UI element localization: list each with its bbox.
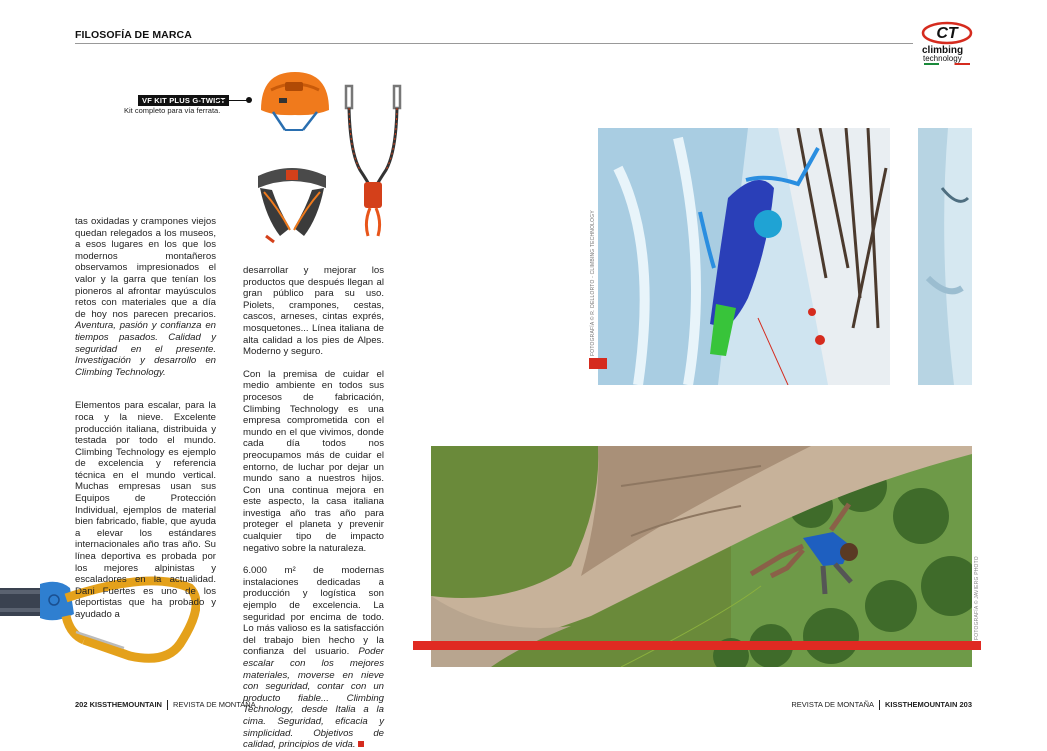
text-column-1 — [75, 216, 216, 621]
logo-line2: technology — [923, 54, 962, 63]
photo1-credit: FOTOGRAFÍA © R. DELLORTO - CLIMBING TECHNOLOGY — [590, 210, 596, 356]
logo-line1: climbing — [922, 45, 964, 56]
via-ferrata-lanyard-image — [338, 82, 410, 240]
col2-paragraph-1: desarrollar y mejorar los productos que después llegan al gran público para su uso. Piolets, crampones, cestas, cascos, arneses, cintas exprés, mosquetones... Línea italiana de alta calidad a los pies de Alpes. Moderno y seguro. — [243, 265, 384, 358]
product-name-label: VF KIT PLUS G-TWIST — [138, 95, 229, 106]
left-brand: KISSTHEMOUNTAIN — [89, 700, 162, 709]
italian-flag-stripe — [924, 63, 970, 65]
col1-paragraph-2: Elementos para escalar, para la roca y la nieve. Excelente producción italiana, distribuida y testada por todo el mundo. Climbing Technology es ejemplo de excelencia y referencia técnica en el mundo vertical. Muchas empresas usan sus Equipos de Protección Individual, ejemplos de material bien fabricado, fiable, que ayuda a elevar los estándares internacionales año tras año. Su línea deportiva es probada por los mejores alpinistas y escaladores en la actualidad. Dani Fuertes es uno de los deportistas que ha probado y ayudado a — [75, 400, 216, 620]
label-leader-line — [215, 100, 247, 101]
brand-logo — [918, 20, 976, 66]
col2-paragraph-3: 6.000 m² de modernas instalaciones dedicadas a producción y logística son ejemplo de excelencia. La seguridad por encima de todo. Lo más valioso es la satisfacción del trabajo bien hecho y la confianza del usuario. Poder escalar con los mejores materiales, moverse en nieve con seguridad, contar con un producto fiable... Climbing Technology, desde Italia a la cima. Seguridad, eficacia y simplicidad. Objetivos de calidad, principios de vida. — [243, 565, 384, 751]
ct-logo-mark-icon — [918, 20, 976, 46]
red-accent-bar — [413, 641, 981, 650]
col1-intro: tas oxidadas y crampones viejos quedan relegados a los museos, a esos lugares en los que los modernos montañeros observamos impresionados el valor y la garra que tenían los pioneros al afrontar mayúsculos retos con materiales que a día de hoy nos parecen precarios. Aventura, pasión y confianza en tiempos pasados. Calidad y seguridad en el presente. Investigación y desarrollo en Climbing Technology. — [75, 216, 216, 378]
footer-left — [75, 700, 256, 710]
footer-right — [791, 700, 972, 710]
ice-climbing-photo — [598, 128, 890, 385]
footer-separator — [879, 700, 880, 710]
header-rule — [75, 43, 913, 44]
left-section: REVISTA DE MONTAÑA — [172, 700, 256, 709]
harness-image — [256, 158, 328, 244]
col2-paragraph-2: Con la premisa de cuidar el medio ambiente en todos sus procesos de fabricación, Climbing Technology es una empresa comprometida con el mundo en el que vivimos, donde cada día todos nos preocupamos más de cuidar el entorno, de luchar por dejar un mundo sano a nuestros hijos. Con una continua mejora en este aspecto, la casa italiana investiga año tras año para proteger el planeta y prevenir cualquier tipo de impacto negativo sobre la naturaleza. — [243, 368, 384, 554]
helmet-image — [255, 68, 337, 134]
label-dot — [246, 97, 252, 103]
logo-mark-text: CT — [936, 25, 958, 42]
footer-separator — [167, 700, 168, 710]
end-of-article-mark — [358, 741, 364, 747]
section-title: FILOSOFÍA DE MARCA — [75, 29, 192, 41]
text-column-2 — [243, 265, 384, 751]
col1-intro-italic: Aventura, pasión y confianza en tiempos pasados. Calidad y seguridad en el presente. Investigación y desarrollo en Climbing Technology. — [75, 320, 216, 378]
rock-climbing-photo — [431, 446, 972, 667]
right-section: REVISTA DE MONTAÑA — [791, 700, 875, 709]
right-page-number: 203 — [959, 700, 972, 709]
right-brand: KISSTHEMOUNTAIN — [885, 700, 958, 709]
photo2-credit: FOTOGRAFÍA © JAVIERG PHOTO — [974, 556, 980, 640]
ice-wall-detail-photo — [918, 128, 972, 385]
left-page-number: 202 — [75, 700, 88, 709]
col2-paragraph-3-italic: Poder escalar con los mejores materiales, moverse en nieve con seguridad, contar con un producto fiable... Climbing Technology, desde Italia a la cima. Seguridad, eficacia y simplicidad. Objetivos de calidad, principios de vida. — [243, 646, 384, 751]
product-description: Kit completo para vía ferrata. — [124, 106, 221, 115]
photo1-red-tab — [589, 358, 607, 369]
